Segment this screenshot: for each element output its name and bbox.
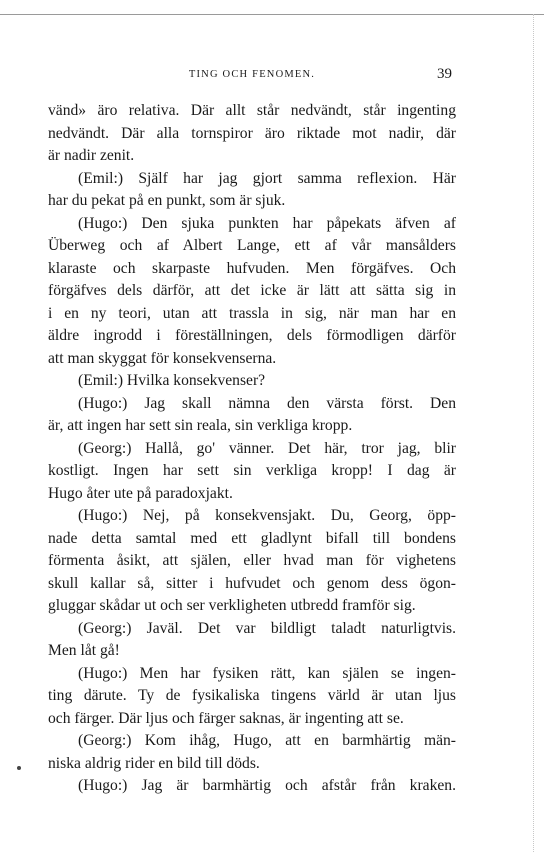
text-line: skull kallar så, sitter i hufvudet och genom dess ögon-	[48, 574, 456, 592]
text-line: (Emil:) Själf har jag gjort samma reflexion. Här	[78, 169, 456, 187]
text-line: (Hugo:) Jag skall nämna den värsta först. Den	[78, 394, 456, 412]
text-line: (Emil:) Hvilka konsekvenser?	[78, 372, 266, 389]
text-line: (Georg:) Hallå, go' vänner. Det här, tror jag, blir	[78, 439, 456, 457]
running-title: TING OCH FENOMEN.	[188, 69, 316, 80]
text-line: förgäfves dels därför, att det icke är lätt att sätta sig in	[48, 282, 456, 299]
text-line: (Hugo:) Jag är barmhärtig och afstår från kraken.	[78, 777, 456, 794]
text-line: klaraste och skarpaste hufvuden. Men förgäfves. Och	[48, 259, 456, 277]
body-text	[48, 100, 456, 798]
text-line: (Georg:) Javäl. Det var bildligt taladt naturligtvis.	[78, 619, 456, 637]
top-edge-rule	[0, 14, 544, 15]
text-line: är, att ingen har sett sin reala, sin verkliga kropp.	[48, 417, 353, 434]
margin-dot	[17, 766, 21, 770]
text-line: nade detta samtal med ett gladlynt bifall till bondens	[48, 529, 456, 547]
text-line: Überweg och af Albert Lange, ett af vår mansålders	[48, 237, 456, 254]
text-line: förmenta åsikt, att själen, eller hvad man för vighetens	[48, 552, 456, 569]
text-line: har du pekat på en punkt, som är sjuk.	[48, 192, 286, 209]
text-line: (Georg:) Kom ihåg, Hugo, att en barmhärtig män-	[78, 732, 456, 749]
text-line: ting därute. Ty de fysikaliska tingens värld är utan ljus	[48, 687, 456, 704]
text-line: Hugo åter ute på paradoxjakt.	[48, 484, 233, 502]
text-line: vänd» äro relativa. Där allt står nedvändt, står ingenting	[48, 102, 456, 119]
text-line: (Hugo:) Nej, på konsekvensjakt. Du, Georg, öpp-	[78, 507, 456, 524]
text-line: (Hugo:) Men har fysiken rätt, kan själen se ingen-	[78, 664, 456, 682]
text-line: i en ny teori, utan att trassla in sig, när man har en	[48, 304, 456, 322]
text-line: Men låt gå!	[48, 642, 120, 659]
text-line: gluggar skådar ut och ser verkligheten utbredd framför sig.	[48, 597, 416, 614]
text-line: äldre ingrodd i föreställningen, dels förmodligen därför	[48, 327, 456, 344]
text-line: att man skyggat för konsekvenserna.	[48, 349, 277, 367]
text-line: kostligt. Ingen har sett sin verkliga kropp! I dag är	[48, 462, 456, 479]
page-edge-mark	[533, 14, 534, 852]
text-line: niska aldrig rider en bild till döds.	[48, 754, 260, 772]
text-line: nedvändt. Där alla tornspiror äro riktade mot nadir, där	[48, 124, 456, 142]
text-line: (Hugo:) Den sjuka punkten har påpekats äfven af	[78, 214, 456, 232]
running-header	[48, 66, 456, 86]
text-line: och färger. Där ljus och färger saknas, är ingenting att se.	[48, 709, 404, 727]
page-number: 39	[437, 66, 452, 82]
text-line: är nadir zenit.	[48, 147, 135, 164]
